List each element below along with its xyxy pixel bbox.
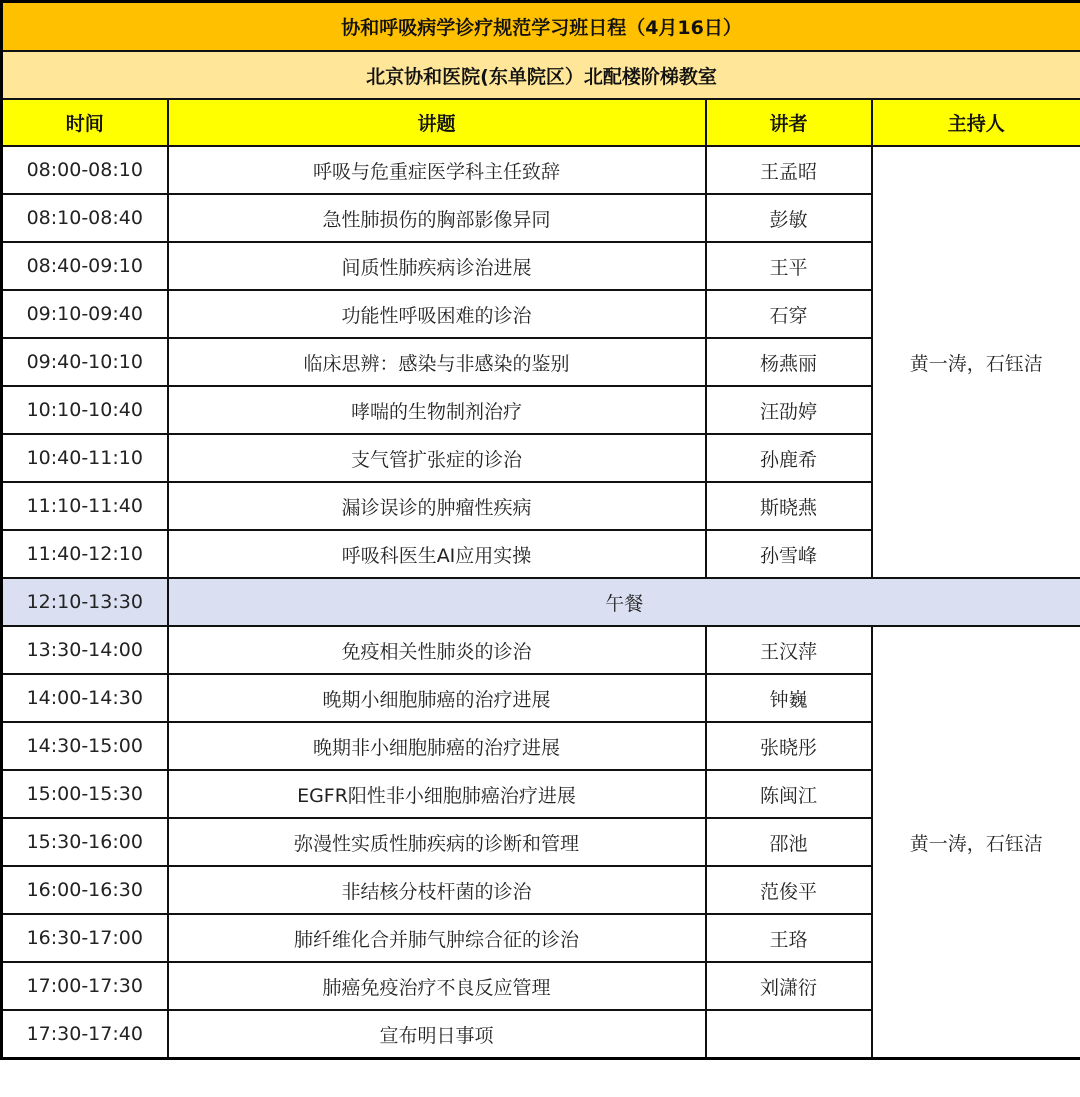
time-cell: 17:30-17:40 — [2, 1010, 168, 1059]
topic-cell: 非结核分枝杆菌的诊治 — [168, 866, 706, 914]
topic-cell: 急性肺损伤的胸部影像异同 — [168, 194, 706, 242]
speaker-cell: 钟巍 — [706, 674, 872, 722]
lunch-label: 午餐 — [168, 578, 1080, 626]
topic-cell: 支气管扩张症的诊治 — [168, 434, 706, 482]
speaker-cell: 斯晓燕 — [706, 482, 872, 530]
schedule-title: 协和呼吸病学诊疗规范学习班日程（4月16日） — [2, 2, 1080, 52]
speaker-cell: 杨燕丽 — [706, 338, 872, 386]
time-cell: 15:00-15:30 — [2, 770, 168, 818]
speaker-cell: 王平 — [706, 242, 872, 290]
speaker-cell: 范俊平 — [706, 866, 872, 914]
speaker-cell — [706, 1010, 872, 1059]
column-header-speaker: 讲者 — [706, 99, 872, 146]
speaker-cell: 孙鹿希 — [706, 434, 872, 482]
venue-label: 北京协和医院(东单院区）北配楼阶梯教室 — [2, 51, 1080, 99]
time-cell: 17:00-17:30 — [2, 962, 168, 1010]
time-cell: 08:00-08:10 — [2, 146, 168, 194]
time-cell: 13:30-14:00 — [2, 626, 168, 674]
time-cell: 14:00-14:30 — [2, 674, 168, 722]
time-cell: 09:10-09:40 — [2, 290, 168, 338]
topic-cell: 宣布明日事项 — [168, 1010, 706, 1059]
topic-cell: 呼吸科医生AI应用实操 — [168, 530, 706, 578]
title-row — [2, 2, 1080, 52]
lunch-row — [2, 578, 1080, 626]
column-header-topic: 讲题 — [168, 99, 706, 146]
topic-cell: 哮喘的生物制剂治疗 — [168, 386, 706, 434]
time-cell: 16:30-17:00 — [2, 914, 168, 962]
time-cell: 14:30-15:00 — [2, 722, 168, 770]
speaker-cell: 王汉萍 — [706, 626, 872, 674]
table-row — [2, 146, 1080, 194]
topic-cell: 呼吸与危重症医学科主任致辞 — [168, 146, 706, 194]
column-header-row — [2, 99, 1080, 146]
time-cell: 12:10-13:30 — [2, 578, 168, 626]
topic-cell: 功能性呼吸困难的诊治 — [168, 290, 706, 338]
speaker-cell: 彭敏 — [706, 194, 872, 242]
topic-cell: 漏诊误诊的肿瘤性疾病 — [168, 482, 706, 530]
time-cell: 08:40-09:10 — [2, 242, 168, 290]
topic-cell: 弥漫性实质性肺疾病的诊断和管理 — [168, 818, 706, 866]
topic-cell: 免疫相关性肺炎的诊治 — [168, 626, 706, 674]
host-cell-morning: 黄一涛，石钰洁 — [872, 146, 1080, 578]
time-cell: 11:40-12:10 — [2, 530, 168, 578]
topic-cell: 晚期非小细胞肺癌的治疗进展 — [168, 722, 706, 770]
column-header-host: 主持人 — [872, 99, 1080, 146]
speaker-cell: 王孟昭 — [706, 146, 872, 194]
time-cell: 10:10-10:40 — [2, 386, 168, 434]
host-cell-afternoon: 黄一涛，石钰洁 — [872, 626, 1080, 1059]
speaker-cell: 王珞 — [706, 914, 872, 962]
topic-cell: 临床思辨：感染与非感染的鉴别 — [168, 338, 706, 386]
time-cell: 16:00-16:30 — [2, 866, 168, 914]
time-cell: 15:30-16:00 — [2, 818, 168, 866]
topic-cell: EGFR阳性非小细胞肺癌治疗进展 — [168, 770, 706, 818]
time-cell: 10:40-11:10 — [2, 434, 168, 482]
speaker-cell: 张晓彤 — [706, 722, 872, 770]
topic-cell: 肺纤维化合并肺气肿综合征的诊治 — [168, 914, 706, 962]
topic-cell: 间质性肺疾病诊治进展 — [168, 242, 706, 290]
column-header-time: 时间 — [2, 99, 168, 146]
time-cell: 09:40-10:10 — [2, 338, 168, 386]
venue-row — [2, 51, 1080, 99]
speaker-cell: 邵池 — [706, 818, 872, 866]
speaker-cell: 石穿 — [706, 290, 872, 338]
speaker-cell: 刘潇衍 — [706, 962, 872, 1010]
table-row — [2, 626, 1080, 674]
speaker-cell: 汪劭婷 — [706, 386, 872, 434]
time-cell: 11:10-11:40 — [2, 482, 168, 530]
speaker-cell: 陈闽江 — [706, 770, 872, 818]
topic-cell: 肺癌免疫治疗不良反应管理 — [168, 962, 706, 1010]
speaker-cell: 孙雪峰 — [706, 530, 872, 578]
topic-cell: 晚期小细胞肺癌的治疗进展 — [168, 674, 706, 722]
time-cell: 08:10-08:40 — [2, 194, 168, 242]
